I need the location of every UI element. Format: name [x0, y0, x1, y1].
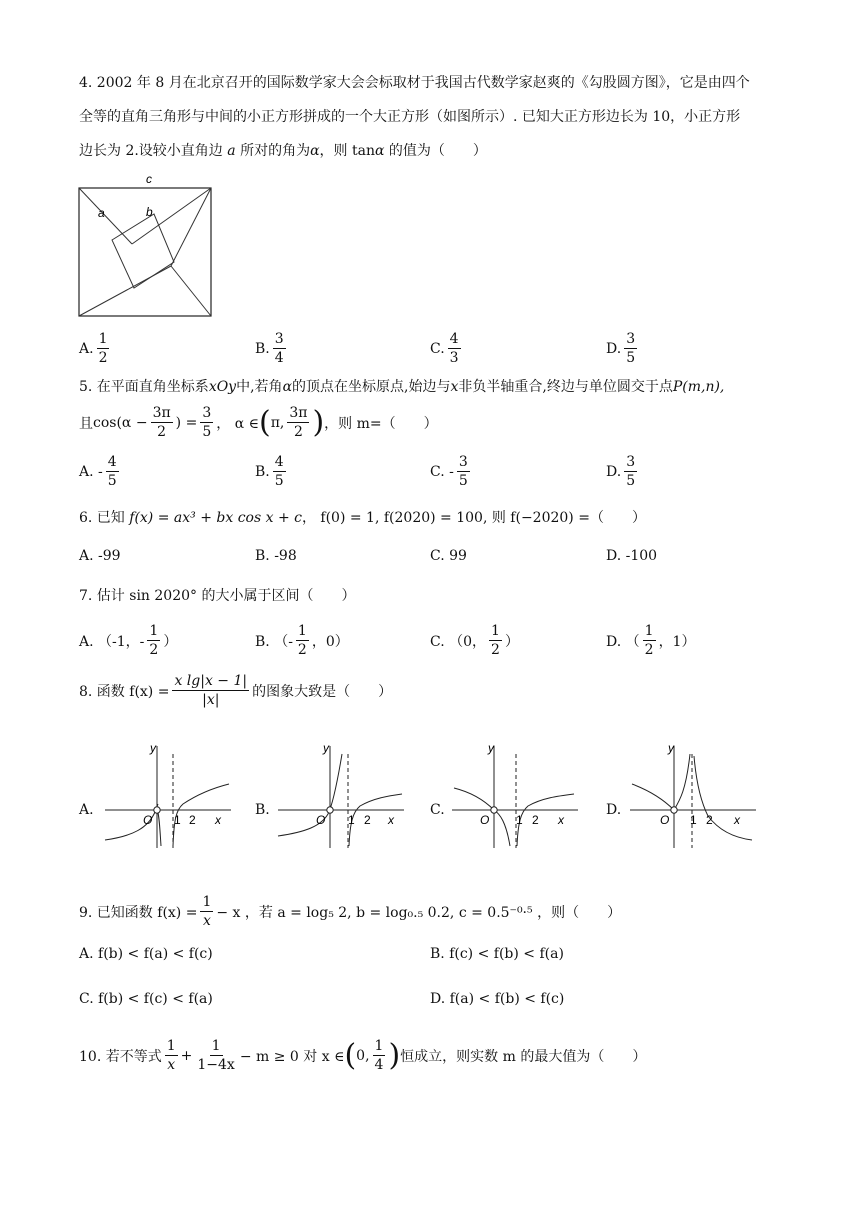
q6-stem: 6. 已知 f(x) = ax³ + bx cos x + c， f(0) = 1, f(2020) = 100, 则 f(−2020) =（ ） [79, 510, 646, 526]
q5-option-b[interactable]: B. $\frac{4}{5}$ [255, 454, 284, 489]
q4-option-b[interactable]: B. $\frac{3}{4}$ [255, 331, 284, 366]
q7-stem: 7. 估计 sin 2020° 的大小属于区间（ ） [79, 588, 356, 604]
q6-option-c[interactable]: C. 99 [430, 548, 467, 564]
q8-graph-b-label-y: y [323, 741, 329, 755]
figure-label-b: b [146, 205, 153, 219]
q5-line2: 且 cos(α − $\frac{3\pi}{2}$ ) = $\frac{3}{5}$ ， α ∈ ( π, $\frac{3\pi}{2}$ ) ，则 m=（ ） [79, 404, 438, 440]
q8-option-a[interactable]: A. [79, 802, 94, 818]
q8-graph-a-label-2: 2 [189, 813, 196, 827]
q8-graph-a [103, 740, 233, 852]
q4-line3: 边长为 2.设较小直角边 a 所对的角为α，则 tanα 的值为（ ） [79, 143, 487, 159]
q8-graph-a-label-y: y [150, 741, 156, 755]
q5-option-d[interactable]: D. $\frac{3}{5}$ [606, 454, 636, 489]
q5-line1: 5. 在平面直角坐标系xOy中,若角α的顶点在坐标原点,始边与x非负半轴重合,终边与单位圆交于点P(m,n), [79, 379, 725, 395]
q7-option-c[interactable]: C. （0， $\frac{1}{2}$ ） [430, 623, 519, 658]
zhaoshuang-figure [76, 170, 216, 320]
q8-graph-a-label-o: O [143, 813, 153, 827]
q8-graph-d-label-2: 2 [706, 813, 713, 827]
q8-stem: 8. 函数 f(x) = $\frac{\text{x lg|x − 1|}}{|x|}$ 的图象大致是（ ） [79, 673, 393, 708]
q8-graph-b-label-2: 2 [364, 813, 371, 827]
q4-option-a[interactable]: A. $\frac{1}{2}$ [79, 331, 108, 366]
q4-line2: 全等的直角三角形与中间的小正方形拼成的一个大正方形（如图所示）. 已知大正方形边长为 10，小正方形 [79, 109, 741, 125]
q6-option-d[interactable]: D. -100 [606, 548, 658, 564]
q8-graph-b [276, 740, 406, 852]
q8-option-b[interactable]: B. [255, 802, 270, 818]
q8-graph-c-label-y: y [488, 741, 494, 755]
q7-option-a[interactable]: A. （-1，- $\frac{1}{2}$ ） [79, 623, 178, 658]
q5-option-a[interactable]: A. - $\frac{4}{5}$ [79, 454, 117, 489]
q8-graph-d-label-o: O [660, 813, 670, 827]
q4-option-d[interactable]: D. $\frac{3}{5}$ [606, 331, 636, 366]
q9-option-d[interactable]: D. f(a) < f(b) < f(c) [430, 991, 565, 1007]
q10-stem: 10. 若不等式 $\frac{1}{x}$ + $\frac{1}{1-4x}$ − m ≥ 0 对 x ∈ ( 0, $\frac{1}{4}$ ) 恒成立，则实数 m 的最大值为（ ） [79, 1037, 647, 1073]
q7-option-d[interactable]: D. （ $\frac{1}{2}$ ，1） [606, 623, 696, 658]
q8-graph-c-label-2: 2 [532, 813, 539, 827]
q9-option-a[interactable]: A. f(b) < f(a) < f(c) [79, 946, 213, 962]
figure-label-a: a [98, 206, 105, 220]
q5-option-c[interactable]: C. - $\frac{3}{5}$ [430, 454, 468, 489]
q9-option-b[interactable]: B. f(c) < f(b) < f(a) [430, 946, 564, 962]
q8-graph-a-label-x: x [215, 813, 221, 827]
figure-label-c: c [146, 172, 152, 186]
q6-option-a[interactable]: A. -99 [79, 548, 121, 564]
q9-option-c[interactable]: C. f(b) < f(c) < f(a) [79, 991, 213, 1007]
q8-graph-d [628, 740, 758, 852]
q8-graph-b-label-x: x [388, 813, 394, 827]
q8-graph-b-label-o: O [316, 813, 326, 827]
q8-graph-c [450, 740, 580, 852]
q8-graph-a-label-1: 1 [174, 813, 181, 827]
q9-stem: 9. 已知函数 f(x) = $\frac{1}{x}$ − x ，若 a = log₅ 2, b = log₀.₅ 0.2, c = 0.5⁻⁰·⁵ ，则（ ） [79, 894, 622, 929]
q8-option-c[interactable]: C. [430, 802, 445, 818]
q8-graph-d-label-x: x [734, 813, 740, 827]
q8-graph-d-label-y: y [668, 741, 674, 755]
q7-option-b[interactable]: B. （- $\frac{1}{2}$ ，0） [255, 623, 349, 658]
q8-graph-c-label-x: x [558, 813, 564, 827]
q6-option-b[interactable]: B. -98 [255, 548, 297, 564]
q4-option-c[interactable]: C. $\frac{4}{3}$ [430, 331, 459, 366]
q8-option-d[interactable]: D. [606, 802, 622, 818]
q8-graph-c-label-o: O [480, 813, 490, 827]
q8-graph-c-label-1: 1 [516, 813, 523, 827]
q8-graph-d-label-1: 1 [690, 813, 697, 827]
q8-graph-b-label-1: 1 [348, 813, 355, 827]
q4-line1: 4. 2002 年 8 月在北京召开的国际数学家大会会标取材于我国古代数学家赵爽的《勾股圆方图》，它是由四个 [79, 75, 750, 91]
